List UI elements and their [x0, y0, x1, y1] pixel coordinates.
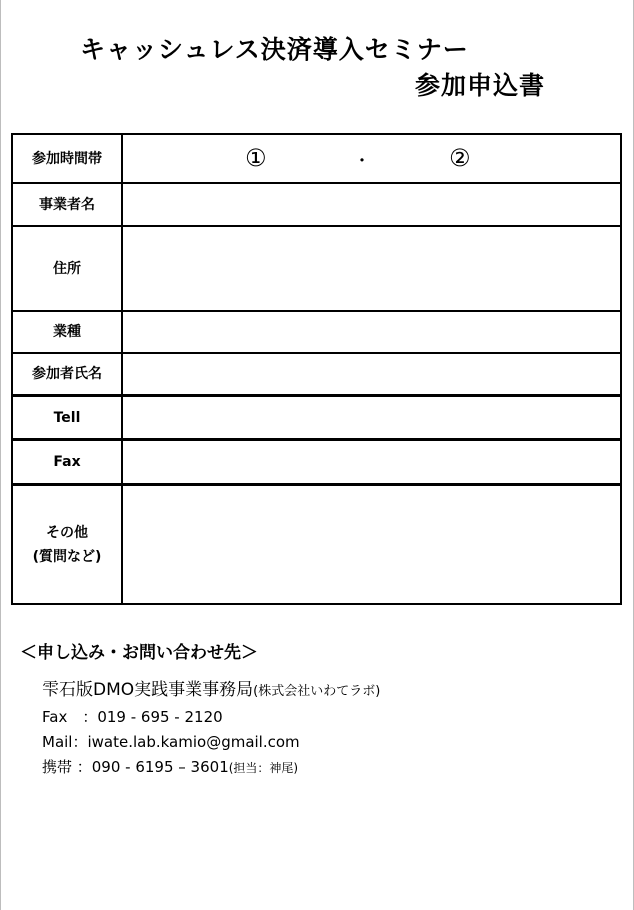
other-field[interactable]	[122, 485, 621, 605]
business-name-field[interactable]	[122, 183, 621, 226]
other-label-line1: その他	[46, 524, 88, 541]
participant-label: 参加者氏名	[12, 353, 122, 396]
time-options	[123, 135, 620, 182]
other-label-line2: (質問など)	[32, 548, 102, 565]
document-title: キャッシュレス決済導入セミナー	[80, 35, 469, 64]
fax-label: Fax	[12, 440, 122, 485]
form-row-business-name	[12, 183, 621, 226]
form-row-time	[12, 134, 621, 183]
application-form-table	[11, 133, 622, 605]
form-row-other	[12, 485, 621, 605]
form-row-tel	[12, 396, 621, 440]
organization-company: (株式会社いわてラボ)	[253, 684, 381, 699]
organization-line	[42, 675, 380, 700]
fax-field[interactable]	[122, 440, 621, 485]
other-label	[12, 485, 122, 605]
contact-heading: ＜申し込み・お問い合わせ先＞	[20, 643, 258, 663]
time-label: 参加時間帯	[12, 134, 122, 183]
industry-label: 業種	[12, 311, 122, 353]
address-field[interactable]	[122, 226, 621, 311]
time-field[interactable]	[122, 134, 621, 183]
contact-mobile: 携帯 ：090 - 6195 – 3601	[42, 758, 229, 776]
contact-mail: Mail：iwate.lab.kamio@gmail.com	[42, 733, 300, 751]
contact-person: (担当：神尾)	[228, 761, 299, 775]
organization-name: 雫石版DMO実践事業事務局	[42, 680, 254, 700]
form-row-fax	[12, 440, 621, 485]
contact-mobile-line	[42, 756, 298, 777]
industry-field[interactable]	[122, 311, 621, 353]
business-name-label: 事業者名	[12, 183, 122, 226]
page-edge-left	[0, 0, 1, 910]
tel-field[interactable]	[122, 396, 621, 440]
form-row-industry	[12, 311, 621, 353]
participant-field[interactable]	[122, 353, 621, 396]
contact-fax: Fax ：019 - 695 - 2120	[42, 708, 223, 726]
tel-label: Tell	[12, 396, 122, 440]
form-row-participant	[12, 353, 621, 396]
document-subtitle: 参加申込書	[415, 71, 546, 100]
time-separator: ・	[353, 151, 371, 172]
time-option-1[interactable]: ①	[245, 144, 267, 172]
address-label: 住所	[12, 226, 122, 311]
form-row-address	[12, 226, 621, 311]
time-option-2[interactable]: ②	[449, 144, 471, 172]
